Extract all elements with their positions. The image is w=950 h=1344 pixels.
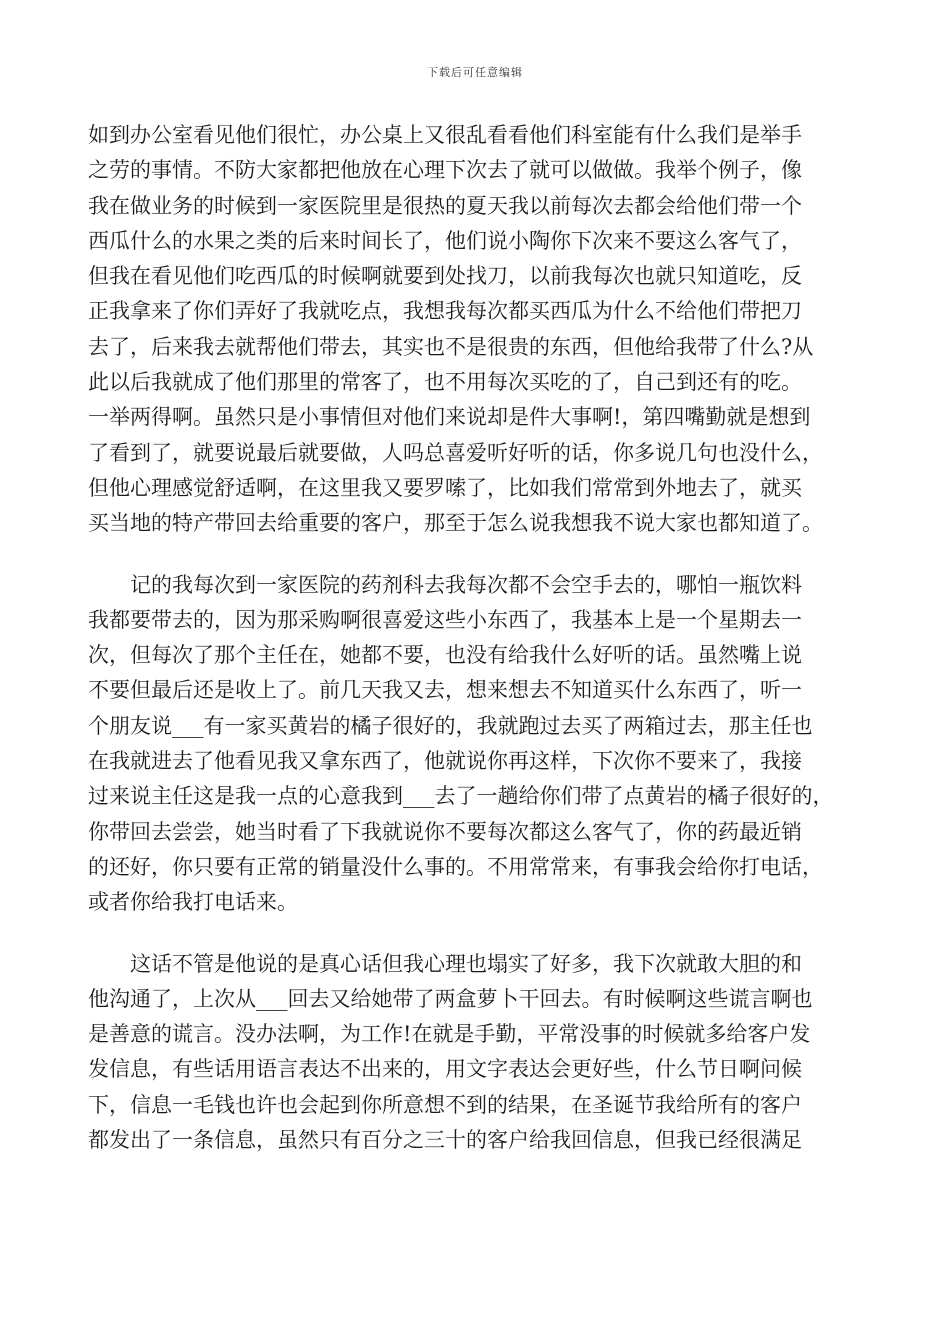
text-line: 都发出了一条信息，虽然只有百分之三十的客户给我回信息，但我已经很满足 [88,1128,802,1153]
text-line: 但我在看见他们吃西瓜的时候啊就要到处找刀，以前我每次也就只知道吃，反 [88,264,802,289]
text-line: 是善意的谎言。没办法啊，为工作!在就是手勤，平常没事的时候就多给客户发 [88,1022,811,1047]
text-line: 在我就进去了他看见我又拿东西了，他就说你再这样，下次你不要来了，我接 [88,749,802,774]
text-line: 我在做业务的时候到一家医院里是很热的夏天我以前每次去都会给他们带一个 [88,193,802,218]
text-line: 此以后我就成了他们那里的常客了，也不用每次买吃的了，自己到还有的吃。 [88,370,802,395]
text-line: 你带回去尝尝，她当时看了下我就说你不要每次都这么客气了，你的药最近销 [88,819,802,844]
text-line: 不要但最后还是收上了。前几天我又去，想来想去不知道买什么东西了，听一 [88,678,802,703]
text-line: 一举两得啊。虽然只是小事情但对他们来说却是件大事啊!，第四嘴勤就是想到 [88,405,811,430]
text-line: 如到办公室看见他们很忙，办公桌上又很乱看看他们科室能有什么我们是举手 [88,123,802,147]
text-line: 了看到了，就要说最后就要做，人吗总喜爱听好听的话，你多说几句也没什么， [88,440,823,465]
text-line: 买当地的特产带回去给重要的客户，那至于怎么说我想我不说大家也都知道了。 [88,511,823,536]
paragraph-2 [88,568,878,921]
text-line: 这话不管是他说的是真心话但我心理也塌实了好多，我下次就敢大胆的和 [88,951,802,976]
text-line: 记的我每次到一家医院的药剂科去我每次都不会空手去的，哪怕一瓶饮料 [88,572,802,597]
document-body [88,118,878,1158]
page-header-note: 下载后可任意编辑 [427,66,523,79]
text-line: 过来说主任这是我一点的心意我到___去了一趟给你们带了点黄岩的橘子很好的， [88,784,834,809]
text-line: 的还好，你只要有正常的销量没什么事的。不用常常来，有事我会给你打电话， [88,854,823,879]
text-line: 西瓜什么的水果之类的后来时间长了，他们说小陶你下次来不要这么客气了， [88,228,802,253]
paragraph-1 [88,118,878,542]
text-line: 次，但每次了那个主任在，她都不要，也没有给我什么好听的话。虽然嘴上说 [88,643,802,668]
text-line: 或者你给我打电话来。 [88,890,298,915]
paragraph-3 [88,947,878,1159]
text-line: 但他心理感觉舒适啊，在这里我又要罗嗦了，比如我们常常到外地去了，就买 [88,475,802,500]
text-line: 他沟通了，上次从___回去又给她带了两盒萝卜干回去。有时候啊这些谎言啊也 [88,986,813,1011]
text-line: 发信息，有些话用语言表达不出来的，用文字表达会更好些，什么节日啊问候 [88,1057,802,1082]
text-line: 去了，后来我去就帮他们带去，其实也不是很贵的东西，但他给我带了什么?从 [88,334,814,359]
text-line: 个朋友说___有一家买黄岩的橘子很好的，我就跑过去买了两箱过去，那主任也 [88,713,813,738]
text-line: 之劳的事情。不防大家都把他放在心理下次去了就可以做做。我举个例子，像 [88,158,802,183]
text-line: 正我拿来了你们弄好了我就吃点，我想我每次都买西瓜为什么不给他们带把刀 [88,299,802,324]
text-line: 下，信息一毛钱也许也会起到你所意想不到的结果，在圣诞节我给所有的客户 [88,1092,802,1117]
text-line: 我都要带去的，因为那采购啊很喜爱这些小东西了，我基本上是一个星期去一 [88,607,802,632]
